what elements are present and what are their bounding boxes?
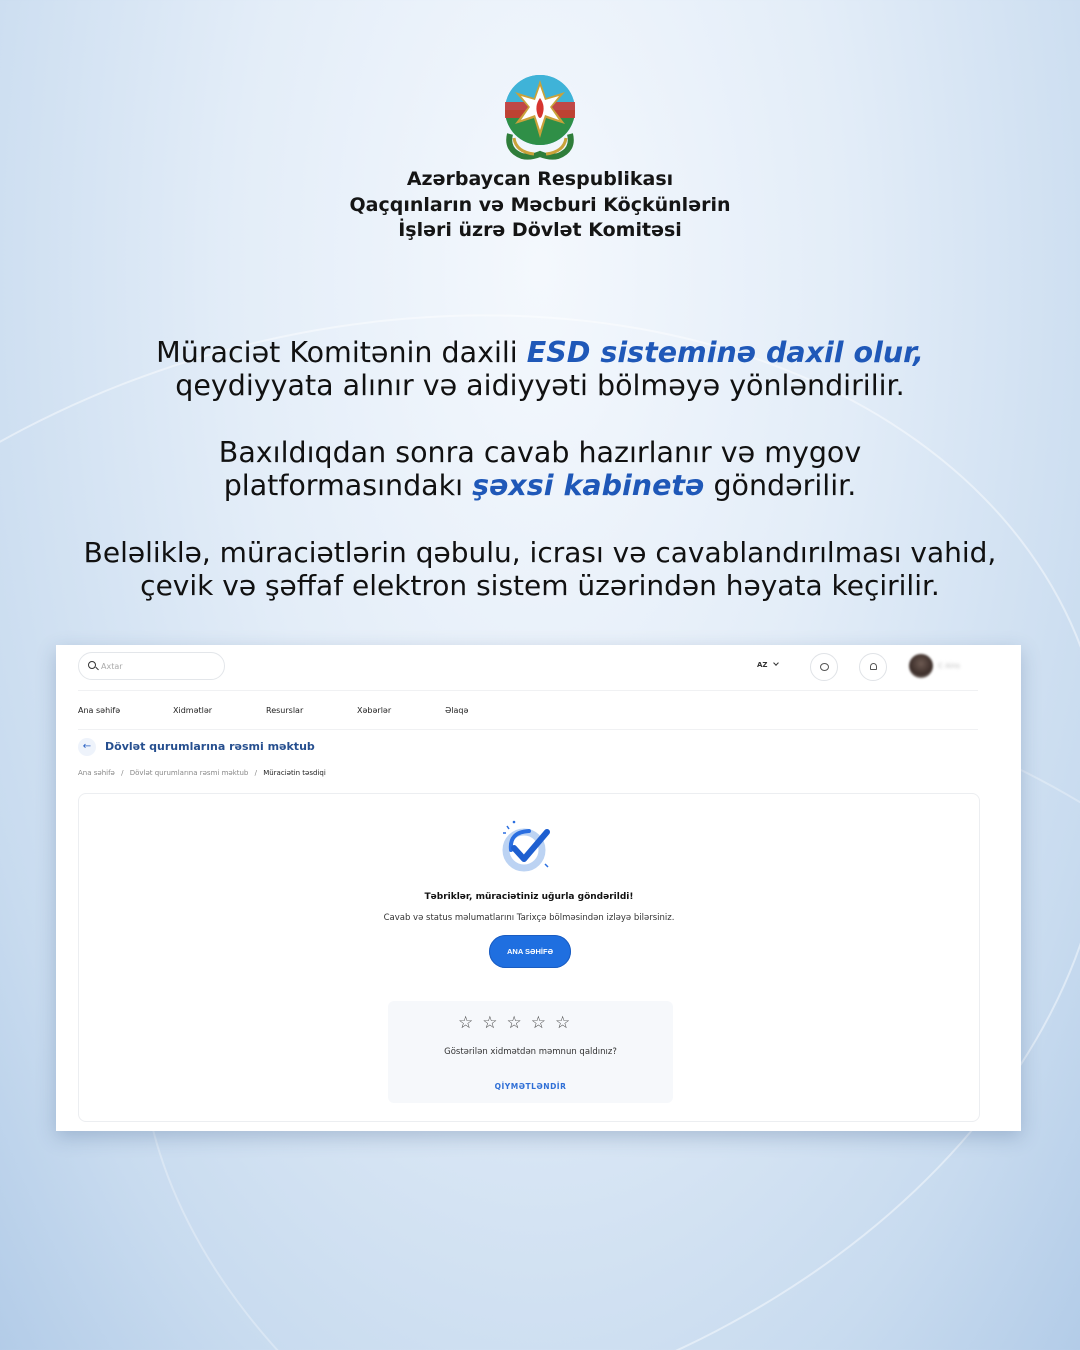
- text: çevik və şəffaf elektron sistem üzərindən həyata keçirilir.: [140, 569, 940, 602]
- nav-item-resources[interactable]: Resurslar: [266, 706, 304, 715]
- organization-name: [0, 167, 1080, 244]
- star-icon[interactable]: ☆: [506, 1013, 531, 1033]
- nav-item-services[interactable]: Xidmətlər: [173, 706, 213, 715]
- search-icon: [88, 661, 96, 669]
- star-rating: [458, 1013, 579, 1033]
- text: Müraciət Komitənin daxili: [156, 336, 527, 369]
- home-button[interactable]: ANA SƏHİFƏ: [489, 935, 571, 968]
- search-box[interactable]: [78, 652, 225, 680]
- breadcrumb-current: Müraciətin təsdiqi: [263, 769, 326, 777]
- back-arrow-icon[interactable]: ←: [78, 738, 96, 756]
- bell-icon: [870, 663, 877, 670]
- success-title: Təbriklər, müraciətiniz uğurla göndərildi!: [424, 892, 634, 902]
- text: platformasındakı: [223, 469, 473, 502]
- confirmation-panel: [78, 793, 980, 1122]
- text: göndərilir.: [704, 469, 857, 502]
- avatar[interactable]: [909, 654, 933, 678]
- chevron-down-icon: [773, 660, 779, 666]
- search-input[interactable]: [101, 657, 211, 675]
- star-icon[interactable]: ☆: [555, 1013, 580, 1033]
- state-emblem-icon: [500, 72, 580, 160]
- star-icon[interactable]: ☆: [482, 1013, 507, 1033]
- divider: [78, 690, 978, 691]
- nav-item-home[interactable]: Ana səhifə: [78, 706, 121, 715]
- nav-item-contact[interactable]: Əlaqə: [445, 706, 469, 715]
- breadcrumb-separator: /: [254, 769, 257, 777]
- success-check-icon: [499, 818, 555, 874]
- highlight: şəxsi kabinetə: [472, 469, 705, 502]
- portal-screenshot: [56, 645, 1021, 1131]
- text: Baxıldıqdan sonra cavab hazırlanır və mygov: [218, 436, 862, 469]
- breadcrumb-separator: /: [121, 769, 124, 777]
- paragraph-summary: [0, 536, 1080, 602]
- notifications-button[interactable]: [859, 653, 887, 681]
- rating-box: [388, 1001, 673, 1103]
- chat-icon: [820, 663, 829, 671]
- nav-item-news[interactable]: Xəbərlər: [357, 706, 392, 715]
- language-label: AZ: [757, 661, 768, 669]
- rating-question: Göstərilən xidmətdən məmnun qaldınız?: [444, 1047, 617, 1057]
- user-name[interactable]: C Ains: [938, 662, 960, 670]
- breadcrumb: [78, 769, 326, 777]
- breadcrumb-item[interactable]: Dövlət qurumlarına rəsmi məktub: [129, 769, 249, 777]
- paragraph-mygov: [0, 436, 1080, 502]
- divider: [78, 729, 978, 730]
- star-icon[interactable]: ☆: [458, 1013, 483, 1033]
- star-icon[interactable]: ☆: [530, 1013, 555, 1033]
- language-select[interactable]: [757, 661, 778, 669]
- highlight: ESD sisteminə daxil olur,: [526, 336, 924, 369]
- org-line: İşləri üzrə Dövlət Komitəsi: [398, 219, 682, 241]
- success-text: Cavab və status məlumatlarını Tarixçə bölməsindən izləyə bilərsiniz.: [383, 913, 675, 923]
- text: qeydiyyata alınır və aidiyyəti bölməyə yönləndirilir.: [175, 369, 905, 402]
- org-line: Qaçqınların və Məcburi Köçkünlərin: [349, 193, 731, 216]
- org-line: Azərbaycan Respublikası: [406, 168, 674, 190]
- rate-button[interactable]: QİYMƏTLƏNDİR: [494, 1082, 567, 1091]
- text: Beləliklə, müraciətlərin qəbulu, icrası və cavablandırılması vahid,: [83, 536, 997, 569]
- breadcrumb-item[interactable]: Ana səhifə: [78, 769, 115, 777]
- chat-button[interactable]: [810, 653, 838, 681]
- page-title: Dövlət qurumlarına rəsmi məktub: [105, 740, 315, 753]
- paragraph-esd: [0, 336, 1080, 402]
